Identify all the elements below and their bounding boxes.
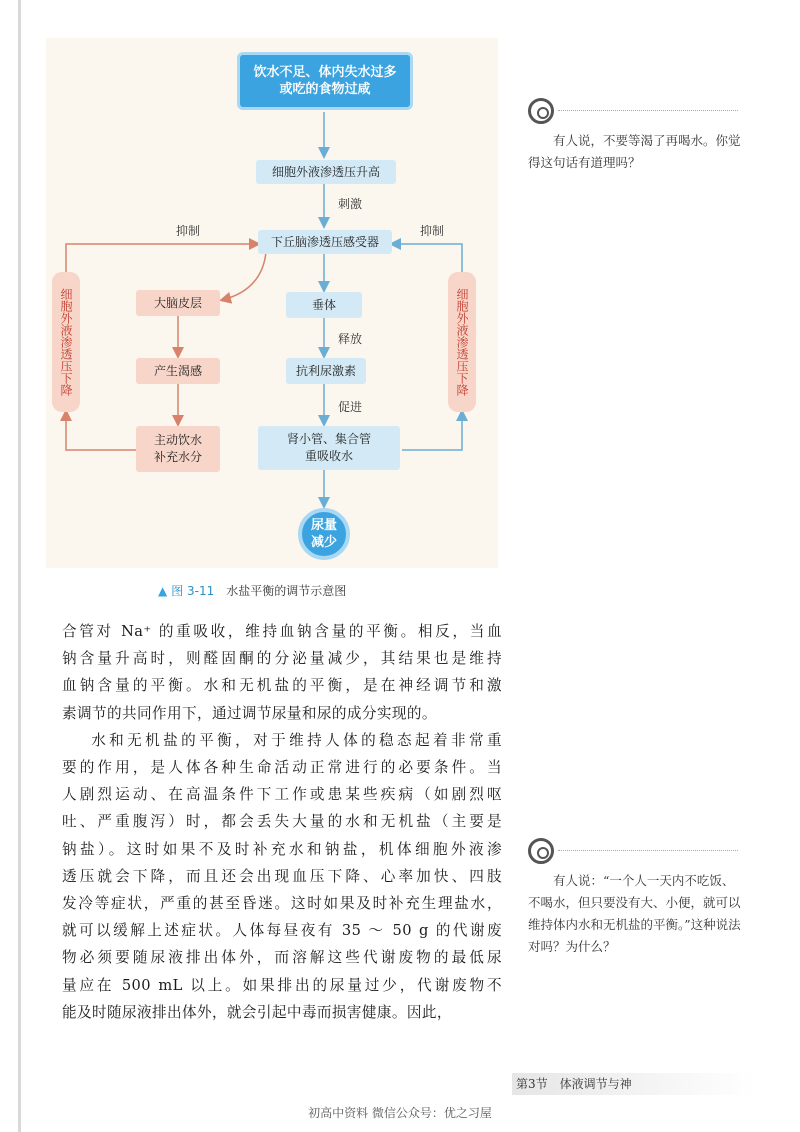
label-inhibit-left: 抑制 xyxy=(176,224,201,238)
side-note-2 xyxy=(528,838,743,958)
caption-marker: ▲ xyxy=(158,584,168,598)
node-adh: 抗利尿激素 xyxy=(286,358,366,384)
node-pituitary: 垂体 xyxy=(286,292,362,318)
side-note-1-text: 有人说，不要等渴了再喝水。你觉得这句话有道理吗？ xyxy=(528,133,741,170)
node-ecf-down-left: 细胞外液渗透压下降 xyxy=(52,272,80,412)
side-note-divider xyxy=(558,110,738,113)
node-ecf-up: 细胞外液渗透压升高 xyxy=(256,160,396,184)
label-inhibit-right: 抑制 xyxy=(420,224,445,238)
body-line: 能及时随尿液排出体外，就会引起中毒而损害健康。因此， xyxy=(62,1003,452,1021)
body-line: 物必须要随尿液排出体外，而溶解这些代谢废物的最低尿 xyxy=(62,949,502,967)
body-line: 透压就会下降，而且还会出现血压下降、心率加快、四肢 xyxy=(62,867,502,885)
node-ecf-down-right: 细胞外液渗透压下降 xyxy=(448,272,476,412)
body-line: 水和无机盐的平衡，对于维持人体的稳态起着非常重 xyxy=(91,731,502,749)
arrow-kidney-to-right-loop xyxy=(402,412,462,450)
node-cortex: 大脑皮层 xyxy=(136,290,220,316)
caption-title: 水盐平衡的调节示意图 xyxy=(226,584,347,598)
body-line: 要的作用，是人体各种生命活动正常进行的必要条件。当 xyxy=(62,759,502,777)
body-line: 血钠含量的平衡。水和无机盐的平衡，是在神经调节和激 xyxy=(62,677,502,695)
body-line: 发冷等症状，严重的甚至昏迷。这时如果及时补充生理盐水， xyxy=(62,895,502,913)
arrow-hypothalamus-to-cortex xyxy=(222,252,266,300)
chapter-footer: 第3节 体液调节与神 xyxy=(512,1073,756,1095)
arrow-right-loop-inhibit xyxy=(392,244,462,272)
body-line: 吐、严重腹泻）时，都会丢失大量的水和无机盐（主要是 xyxy=(62,813,502,831)
body-line: 素调节的共同作用下，通过调节尿量和尿的成分实现的。 xyxy=(62,704,437,722)
body-line: 人剧烈运动、在高温条件下工作或患某些疾病（如剧烈呕 xyxy=(62,786,502,804)
side-note-divider xyxy=(558,850,738,853)
body-line: 就可以缓解上述症状。人体每昼夜有 35 ～ 50 g 的代谢废 xyxy=(62,922,502,940)
label-release: 释放 xyxy=(338,332,363,346)
arrow-drink-to-left-loop xyxy=(66,412,136,450)
question-swirl-icon xyxy=(528,838,554,864)
body-line: 量应在 500 mL 以上。如果排出的尿量过少，代谢废物不 xyxy=(62,976,502,994)
node-drink: 主动饮水 补充水分 xyxy=(136,426,220,472)
caption-number: 图 3-11 xyxy=(171,584,215,598)
question-swirl-icon xyxy=(528,98,554,124)
body-text xyxy=(62,618,502,1026)
body-line: 钠含量升高时，则醛固酮的分泌量减少，其结果也是维持 xyxy=(62,650,502,668)
node-urine: 尿量 减少 xyxy=(298,508,350,560)
side-note-2-text: 有人说：“一个人一天内不吃饭、不喝水，但只要没有大、小便，就可以维持体内水和无机盐的平衡。”这种说法对吗？为什么？ xyxy=(528,873,741,954)
body-line: 合管对 Na⁺ 的重吸收，维持血钠含量的平衡。相反，当血 xyxy=(62,623,502,640)
label-promote: 促进 xyxy=(338,400,363,414)
watermark: 初高中资料 微信公众号：优之习屋 xyxy=(308,1106,492,1120)
arrow-left-loop-inhibit xyxy=(66,244,258,272)
figure-caption xyxy=(158,582,346,599)
body-line: 钠盐）。这时如果不及时补充水和钠盐，机体细胞外液渗 xyxy=(62,840,502,858)
side-note-1 xyxy=(528,98,743,174)
node-thirst: 产生渴感 xyxy=(136,358,220,384)
node-trigger: 饮水不足、体内失水过多 或吃的食物过咸 xyxy=(237,52,413,110)
label-stimulate: 刺激 xyxy=(338,197,363,211)
node-hypothalamus: 下丘脑渗透压感受器 xyxy=(258,230,392,254)
node-kidney: 肾小管、集合管 重吸收水 xyxy=(258,426,400,470)
